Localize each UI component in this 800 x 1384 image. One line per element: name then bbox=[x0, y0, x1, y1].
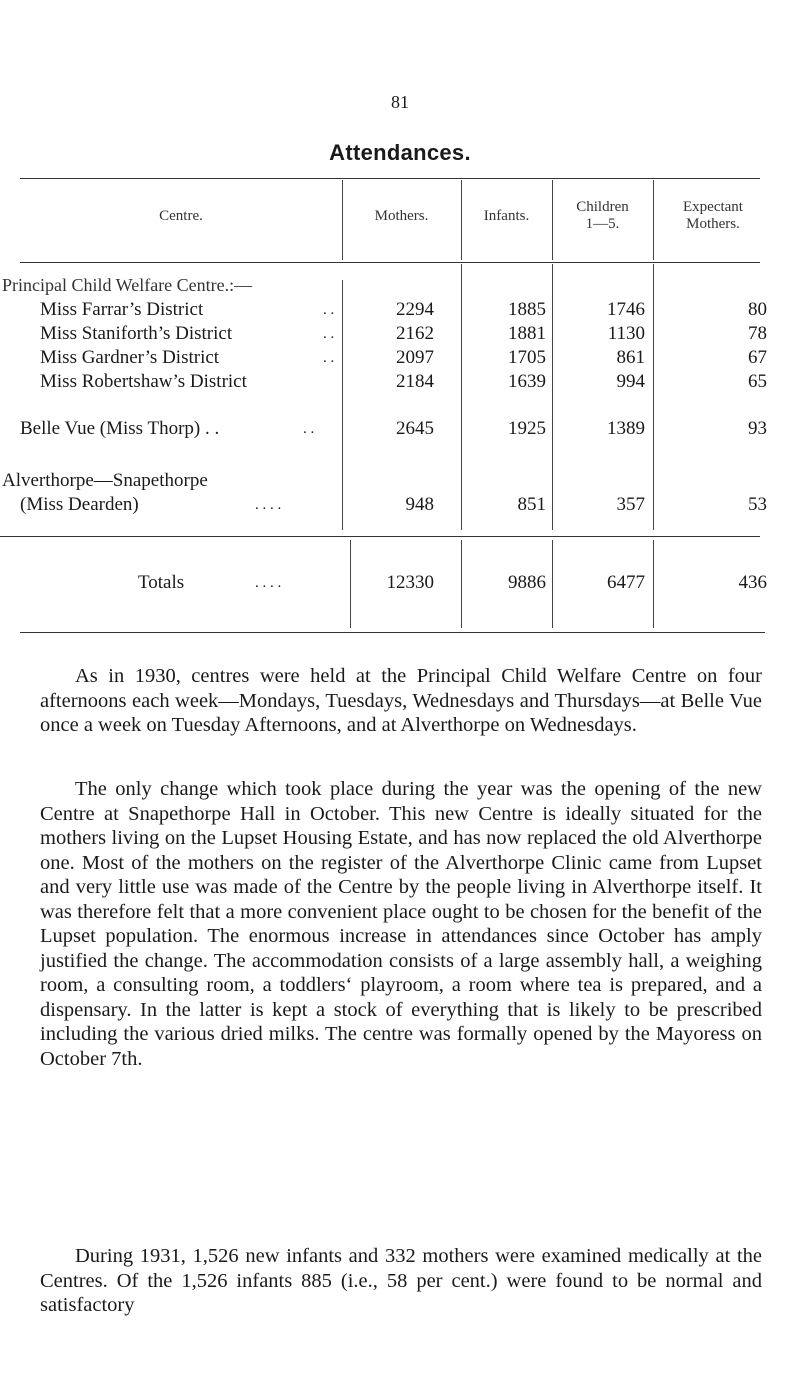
cell-infants: 1925 bbox=[508, 418, 546, 439]
table-bottom-rule bbox=[20, 632, 765, 633]
cell-expectant: 67 bbox=[748, 347, 767, 368]
cell-infants: 851 bbox=[517, 494, 546, 515]
cell-expectant: 80 bbox=[748, 299, 767, 320]
row-label: Miss Staniforth’s District bbox=[40, 323, 233, 344]
cell-infants: 1885 bbox=[508, 299, 546, 320]
attendances-table bbox=[0, 178, 800, 638]
cell-mothers: 2645 bbox=[396, 418, 434, 439]
header-infants: Infants. bbox=[483, 208, 530, 224]
page-number: 81 bbox=[391, 92, 409, 112]
totals-top-rule bbox=[0, 536, 760, 537]
header-bottom-rule bbox=[20, 262, 760, 263]
cell-infants: 1705 bbox=[508, 347, 546, 368]
header-children-line2: 1—5. bbox=[585, 216, 620, 232]
totals-infants: 9886 bbox=[508, 572, 546, 593]
header-expectant-line1: Expectant bbox=[683, 199, 743, 215]
paragraph-1: As in 1930, centres were held at the Principal Child Welfare Centre on four afternoons each week—Mondays, Tuesdays, Wednesdays and Thursdays—at Belle Vue once a week on Tuesday Afternoons, and at Alverthorpe on Wednesdays. bbox=[40, 665, 762, 736]
row-label: Miss Robertshaw’s District bbox=[40, 371, 247, 392]
cell-children: 1746 bbox=[607, 299, 645, 320]
row-label-line2: (Miss Dearden) bbox=[20, 494, 139, 515]
totals-children: 6477 bbox=[607, 572, 645, 593]
header-children bbox=[552, 199, 653, 233]
header-children-line1: Children bbox=[576, 199, 629, 215]
row-label: Miss Farrar’s District bbox=[40, 299, 204, 320]
cell-infants: 1881 bbox=[508, 323, 546, 344]
cell-mothers: 2184 bbox=[396, 371, 434, 392]
cell-mothers: 2294 bbox=[396, 299, 434, 320]
table-top-rule bbox=[20, 178, 760, 179]
cell-expectant: 93 bbox=[748, 418, 767, 439]
cell-children: 994 bbox=[616, 371, 645, 392]
page-title: Attendances. bbox=[329, 140, 471, 165]
cell-infants: 1639 bbox=[508, 371, 546, 392]
row-dots: . . . . bbox=[255, 497, 282, 513]
cell-children: 861 bbox=[616, 347, 645, 368]
totals-mothers: 12330 bbox=[386, 572, 434, 593]
row-dots: . . bbox=[323, 350, 335, 366]
paragraph-2: The only change which took place during the year was the opening of the new Centre at Snapethorpe Hall in October. This new Centre is ideally situated for the mothers living on the Lupset Housing Estate, and has now replaced the old Alverthorpe one. Most of the mothers on the register of the Alverthorpe Clinic came from Lupset and very little use was made of the Centre by the people living in Alverthorpe itself. It was therefore felt that a more convenient place ought to be chosen for the benefit of the Lupset population. The enormous increase in attendances since October has amply justified the change. The accommodation consists of a large assembly hall, a weighing room, a consulting room, a toddlers‘ playroom, a room where tea is prepared, and a dispensary. In the latter is kept a stock of everything that is likely to be prescribed including the various dried milks. The centre was formally opened by the Mayoress on October 7th. bbox=[40, 778, 762, 1070]
row-label: Miss Gardner’s District bbox=[40, 347, 220, 368]
header-centre: Centre. bbox=[159, 208, 203, 224]
totals-dots: . . . . bbox=[255, 575, 282, 591]
row-dots: . . bbox=[303, 421, 315, 437]
cell-children: 1130 bbox=[607, 323, 645, 344]
cell-expectant: 78 bbox=[748, 323, 767, 344]
paragraph-3: During 1931, 1,526 new infants and 332 mothers were examined medically at the Centres. Of the 1,526 infants 885 (i.e., 58 per cent.) were found to be normal and satisfactory bbox=[40, 1245, 762, 1316]
header-expectant-line2: Mothers. bbox=[686, 216, 740, 232]
cell-expectant: 65 bbox=[748, 371, 767, 392]
row-label: Alverthorpe—Snapethorpe bbox=[2, 470, 208, 491]
cell-mothers: 948 bbox=[405, 494, 434, 515]
header-expectant bbox=[653, 199, 773, 233]
cell-expectant: 53 bbox=[748, 494, 767, 515]
row-label: Belle Vue (Miss Thorp) . . bbox=[20, 418, 220, 439]
totals-expectant: 436 bbox=[738, 572, 767, 593]
cell-children: 1389 bbox=[607, 418, 645, 439]
header-mothers: Mothers. bbox=[374, 208, 429, 224]
row-dots: . . bbox=[323, 326, 335, 342]
totals-label: Totals bbox=[138, 572, 185, 593]
cell-mothers: 2097 bbox=[396, 347, 434, 368]
cell-children: 357 bbox=[616, 494, 645, 515]
row-dots: . . bbox=[323, 302, 335, 318]
group-heading: Principal Child Welfare Centre.:— bbox=[2, 275, 253, 295]
cell-mothers: 2162 bbox=[396, 323, 434, 344]
